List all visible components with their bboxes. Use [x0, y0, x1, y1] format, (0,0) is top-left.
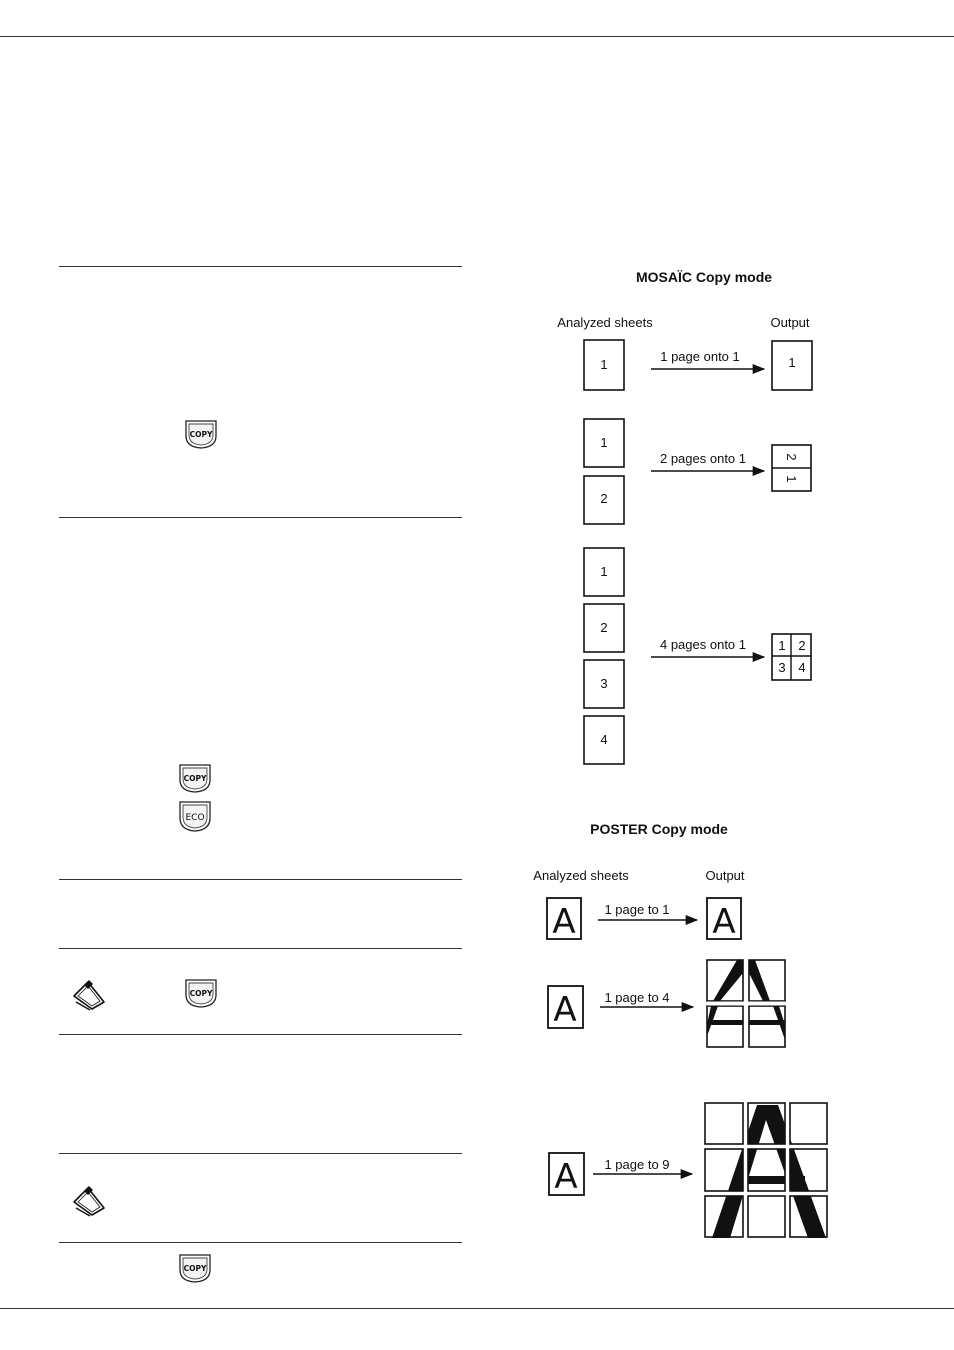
sheet-letter: A [552, 902, 576, 942]
section-rule-1 [59, 266, 462, 267]
copy-button-icon [183, 977, 219, 1009]
output-number: 4 [798, 660, 806, 675]
output-number: 1 [788, 355, 796, 370]
sheet-letter: A [553, 990, 577, 1030]
sheet-number: 1 [600, 357, 608, 372]
copy-button-icon [183, 418, 219, 450]
poster-row-label: 1 page to 9 [604, 1157, 670, 1172]
sheet-number: 2 [600, 620, 608, 635]
section-rule-3 [59, 879, 462, 880]
poster-output-9-tiles [702, 1100, 830, 1240]
poster-row-label: 1 page to 1 [604, 902, 670, 917]
mosaic-row-label: 4 pages onto 1 [659, 637, 747, 652]
poster-output-label: Output [705, 868, 745, 883]
sheet-number: 2 [600, 491, 608, 506]
mosaic-output-label: Output [770, 315, 810, 330]
svg-text:COPY: COPY [189, 430, 213, 439]
poster-analyzed-label: Analyzed sheets [533, 868, 629, 883]
sheet-letter: A [554, 1157, 578, 1197]
output-number: 3 [778, 660, 786, 675]
section-rule-7 [59, 1242, 462, 1243]
svg-text:COPY: COPY [183, 774, 207, 783]
sheet-number: 1 [600, 435, 608, 450]
section-rule-4 [59, 948, 462, 949]
mosaic-title: MOSAÏC Copy mode [635, 269, 773, 285]
output-number: 2 [798, 638, 806, 653]
poster-output-4-tiles [707, 960, 785, 1047]
sheet-number: 4 [600, 732, 608, 747]
poster-row-label: 1 page to 4 [604, 990, 670, 1005]
mosaic-analyzed-label: Analyzed sheets [557, 315, 653, 330]
poster-title: POSTER Copy mode [590, 821, 728, 837]
section-rule-5 [59, 1034, 462, 1035]
eco-button-icon [177, 799, 213, 833]
bottom-rule [0, 1308, 954, 1309]
output-letter: A [712, 902, 736, 942]
copy-button-icon [177, 1252, 213, 1284]
top-rule [0, 36, 954, 37]
sheet-number: 3 [600, 676, 608, 691]
poster-copy-diagram [530, 815, 840, 1245]
output-number: 1 [784, 475, 799, 483]
svg-text:COPY: COPY [189, 989, 213, 998]
output-number: 2 [784, 453, 799, 461]
section-rule-2 [59, 517, 462, 518]
section-rule-6 [59, 1153, 462, 1154]
output-number: 1 [778, 638, 786, 653]
svg-text:COPY: COPY [183, 1264, 207, 1273]
copy-button-icon [177, 762, 213, 794]
sheet-number: 1 [600, 564, 608, 579]
mosaic-row-label: 2 pages onto 1 [659, 451, 747, 466]
svg-text:ECO: ECO [185, 813, 205, 823]
note-clipboard-icon [70, 1182, 110, 1218]
mosaic-row-label: 1 page onto 1 [660, 349, 740, 364]
note-clipboard-icon [70, 976, 110, 1012]
mosaic-copy-diagram [530, 255, 850, 775]
